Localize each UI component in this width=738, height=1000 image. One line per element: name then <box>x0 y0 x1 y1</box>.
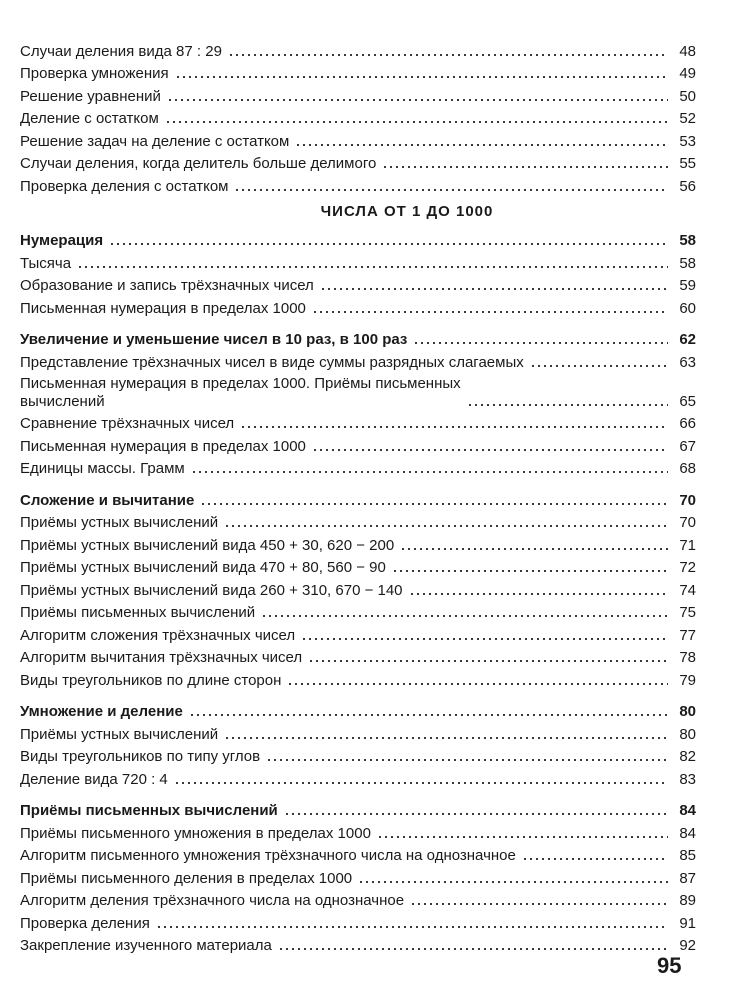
dot-leader <box>234 188 668 192</box>
toc-entry <box>20 456 696 479</box>
dot-leader <box>467 403 668 407</box>
toc-entry <box>20 645 696 668</box>
toc-heading-entry <box>20 487 696 510</box>
entry-page: 71 <box>679 536 696 554</box>
entry-page: 60 <box>679 299 696 317</box>
dot-leader <box>308 659 668 663</box>
dot-leader <box>224 524 668 528</box>
dot-leader <box>284 812 668 816</box>
toc-entry <box>20 600 696 623</box>
entry-title: Приёмы устных вычислений вида 450 + 30, 620 − 200 <box>20 536 395 554</box>
entry-title: Виды треугольников по типу углов <box>20 748 261 765</box>
entry-page: 65 <box>679 392 696 410</box>
entry-title: Приёмы письменного деления в пределах 1000 <box>20 869 353 887</box>
toc-entry <box>20 372 696 411</box>
entry-page: 75 <box>679 604 696 621</box>
entry-page: 89 <box>679 892 696 909</box>
entry-page: 83 <box>679 770 696 788</box>
entry-title: Решение уравнений <box>20 87 161 105</box>
dot-leader <box>530 364 668 368</box>
entry-title: Сложение и вычитание <box>20 491 195 509</box>
entry-page: 92 <box>679 937 696 954</box>
dot-leader <box>174 781 668 785</box>
dot-leader <box>295 143 668 147</box>
entry-title: Случаи деления, когда делитель больше делимого <box>20 155 377 172</box>
entry-title: Приёмы устных вычислений <box>20 725 219 743</box>
entry-title: Случаи деления вида 87 : 29 <box>20 42 222 60</box>
dot-leader <box>266 758 668 762</box>
dot-leader <box>522 857 668 861</box>
entry-title: Увеличение и уменьшение чисел в 10 раз, в 100 раз <box>20 331 408 348</box>
toc-entry <box>20 820 696 843</box>
toc-entry <box>20 250 696 273</box>
dot-leader <box>301 637 668 641</box>
entry-title: Виды треугольников по длине сторон <box>20 671 282 689</box>
entry-page: 53 <box>679 132 696 150</box>
entry-title: Нумерация <box>20 232 104 249</box>
entry-title-line: Письменная нумерация в пределах 1000. Приёмы письменных <box>20 374 461 392</box>
entry-title: Алгоритм письменного умножения трёхзначного числа на однозначное <box>20 847 516 864</box>
entry-title: Алгоритм вычитания трёхзначных чисел <box>20 649 303 666</box>
entry-page: 77 <box>679 626 696 644</box>
dot-leader <box>312 448 668 452</box>
entry-page: 50 <box>679 87 696 105</box>
dot-leader <box>189 713 668 717</box>
group-spacer <box>20 318 696 327</box>
toc-entry <box>20 433 696 456</box>
entry-page: 72 <box>679 559 696 576</box>
entry-page: 56 <box>679 177 696 195</box>
toc-entry <box>20 744 696 767</box>
entry-page: 74 <box>679 581 696 599</box>
entry-page: 84 <box>679 824 696 842</box>
dot-leader <box>358 880 668 884</box>
entry-page: 67 <box>679 437 696 455</box>
toc-entry <box>20 933 696 956</box>
toc-entry <box>20 128 696 151</box>
entry-title: Приёмы устных вычислений вида 470 + 80, 560 − 90 <box>20 559 386 576</box>
dot-leader <box>261 614 668 618</box>
dot-leader <box>191 470 668 474</box>
entry-title: Деление вида 720 : 4 <box>20 770 168 788</box>
entry-title: Приёмы письменных вычислений <box>20 802 278 819</box>
entry-title: Представление трёхзначных чисел в виде суммы разрядных слагаемых <box>20 353 524 371</box>
entry-page: 62 <box>679 331 696 348</box>
dot-leader <box>77 265 668 269</box>
entry-page: 87 <box>679 869 696 887</box>
dot-leader <box>413 341 668 345</box>
dot-leader <box>224 736 668 740</box>
toc-entry <box>20 865 696 888</box>
entry-page: 49 <box>679 65 696 82</box>
dot-leader <box>240 425 668 429</box>
entry-page: 84 <box>679 802 696 819</box>
entry-page: 70 <box>679 514 696 531</box>
dot-leader <box>167 98 668 102</box>
dot-leader <box>156 925 668 929</box>
dot-leader <box>200 502 668 506</box>
toc-entry <box>20 349 696 372</box>
entry-page: 79 <box>679 671 696 689</box>
dot-leader <box>382 165 668 169</box>
entry-title: Деление с остатком <box>20 110 159 127</box>
table-of-contents <box>20 38 696 955</box>
toc-entry <box>20 295 696 318</box>
entry-page: 55 <box>679 155 696 172</box>
dot-leader <box>410 902 668 906</box>
toc-entry <box>20 843 696 866</box>
entry-page: 66 <box>679 415 696 432</box>
entry-title-line: вычислений <box>20 392 105 410</box>
entry-page: 82 <box>679 748 696 765</box>
toc-entry <box>20 106 696 129</box>
dot-leader <box>165 120 668 124</box>
toc-entry <box>20 83 696 106</box>
toc-heading-entry <box>20 798 696 821</box>
entry-title: Сравнение трёхзначных чисел <box>20 415 235 432</box>
entry-page: 80 <box>679 725 696 743</box>
group-spacer <box>20 789 696 798</box>
dot-leader <box>400 547 668 551</box>
dot-leader <box>320 287 668 291</box>
entry-title: Приёмы письменных вычислений <box>20 604 256 621</box>
toc-entry <box>20 61 696 84</box>
entry-page: 58 <box>679 232 696 249</box>
dot-leader <box>175 75 668 79</box>
entry-title: Проверка деления с остатком <box>20 177 229 195</box>
toc-heading-entry <box>20 327 696 350</box>
entry-title: Закрепление изученного материала <box>20 937 272 954</box>
toc-heading-entry <box>20 699 696 722</box>
group-spacer <box>20 690 696 699</box>
toc-entry <box>20 151 696 174</box>
dot-leader <box>392 569 668 573</box>
toc-entry <box>20 273 696 296</box>
dot-leader <box>312 310 668 314</box>
entry-title: Решение задач на деление с остатком <box>20 132 290 150</box>
entry-title: Приёмы письменного умножения в пределах 1000 <box>20 824 371 842</box>
group-spacer <box>20 478 696 487</box>
entry-title: Единицы массы. Грамм <box>20 460 185 477</box>
toc-entry <box>20 667 696 690</box>
toc-entry <box>20 411 696 434</box>
toc-entry <box>20 577 696 600</box>
entry-title <box>20 375 461 411</box>
toc-entry <box>20 721 696 744</box>
entry-title: Проверка умножения <box>20 65 169 82</box>
entry-page: 85 <box>679 847 696 864</box>
entry-page: 63 <box>679 353 696 371</box>
entry-title: Проверка деления <box>20 914 150 932</box>
entry-title: Письменная нумерация в пределах 1000 <box>20 437 306 455</box>
section-title: ЧИСЛА ОТ 1 ДО 1000 <box>320 202 494 220</box>
dot-leader <box>377 835 668 839</box>
entry-page: 59 <box>679 277 696 294</box>
dot-leader <box>228 53 668 57</box>
dot-leader <box>409 592 668 596</box>
entry-title: Приёмы устных вычислений вида 260 + 310, 670 − 140 <box>20 581 403 599</box>
toc-entry <box>20 622 696 645</box>
entry-title: Алгоритм сложения трёхзначных чисел <box>20 626 296 644</box>
dot-leader <box>278 947 668 951</box>
dot-leader <box>109 242 668 246</box>
entry-page: 52 <box>679 110 696 127</box>
toc-entry <box>20 532 696 555</box>
toc-entry <box>20 38 696 61</box>
entry-page: 78 <box>679 649 696 666</box>
toc-entry <box>20 173 696 196</box>
toc-entry <box>20 555 696 578</box>
dot-leader <box>287 682 668 686</box>
toc-entry <box>20 910 696 933</box>
toc-entry <box>20 888 696 911</box>
entry-page: 68 <box>679 460 696 477</box>
entry-page: 70 <box>679 491 696 509</box>
entry-title: Тысяча <box>20 254 72 272</box>
entry-page: 58 <box>679 254 696 272</box>
toc-entry <box>20 510 696 533</box>
entry-page: 91 <box>679 914 696 932</box>
entry-title: Письменная нумерация в пределах 1000 <box>20 299 306 317</box>
entry-title: Умножение и деление <box>20 703 183 720</box>
toc-heading-entry <box>20 228 696 251</box>
page-number: 95 <box>657 953 682 978</box>
entry-page: 80 <box>679 703 696 720</box>
entry-title: Приёмы устных вычислений <box>20 514 219 531</box>
entry-page: 48 <box>679 42 696 60</box>
entry-title: Алгоритм деления трёхзначного числа на однозначное <box>20 892 405 909</box>
toc-entry <box>20 766 696 789</box>
entry-title: Образование и запись трёхзначных чисел <box>20 277 314 294</box>
